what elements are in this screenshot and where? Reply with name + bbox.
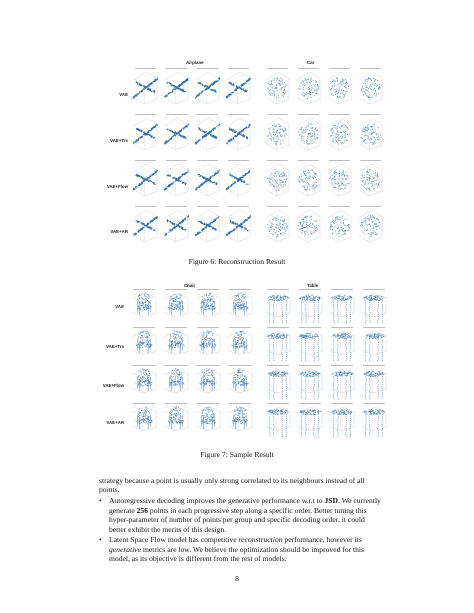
point-cloud-thumbnail <box>132 289 156 317</box>
point-cloud-thumbnail <box>266 206 289 242</box>
bullet2-text-a: Latent Space Flow model has competitive <box>109 535 239 545</box>
continuation-paragraph: strategy because a point is usually only strong correlated to its neighbours instead of all points. <box>99 476 365 495</box>
bullet1-text-c: points in each progressive step along a specific order. Better tuning this hyper-parameter of number of points per group and specific decoding order, it could better exhibit the merits of this design. <box>109 505 367 534</box>
point-cloud-thumbnail <box>132 327 156 355</box>
fig7-row-label-vae: VAE <box>115 304 124 309</box>
point-cloud-thumbnail <box>132 403 156 431</box>
point-cloud-thumbnail <box>330 403 354 437</box>
point-cloud-thumbnail <box>196 365 220 393</box>
point-cloud-thumbnail <box>164 327 188 355</box>
bullet-list <box>99 496 383 563</box>
point-cloud-thumbnail <box>195 68 220 104</box>
fig6-row-label-vae: VAE <box>119 92 128 97</box>
point-cloud-thumbnail <box>297 160 320 196</box>
bullet1-bold-256: 256 <box>136 505 149 515</box>
fig6-row-label-vae-flow: VAE+Flow <box>106 184 128 189</box>
point-cloud-thumbnail <box>362 365 386 399</box>
fig7-col-title-table: Table <box>307 283 319 288</box>
point-cloud-thumbnail <box>228 365 252 393</box>
point-cloud-thumbnail <box>362 289 386 323</box>
point-cloud-thumbnail <box>226 160 251 196</box>
point-cloud-thumbnail <box>359 68 382 104</box>
point-cloud-thumbnail <box>362 327 386 361</box>
page-number: 8 <box>235 574 239 583</box>
fig6-row-label-vae-trs: VAE+Trs <box>110 138 128 143</box>
bullet-symbol: • <box>99 496 102 506</box>
point-cloud-thumbnail <box>196 289 220 317</box>
bullet1-text-a: Autoregressive decoding improves the generative performance w.r.t to <box>109 496 325 506</box>
bullet2-italic-reconstruction: reconstruction <box>238 535 283 545</box>
fig6-col-title-car: Car <box>307 60 315 65</box>
point-cloud-thumbnail <box>195 114 220 150</box>
point-cloud-thumbnail <box>196 327 220 355</box>
point-cloud-thumbnail <box>298 289 322 323</box>
fig6-row-label-vae-ar: VAE+AR <box>110 229 128 234</box>
point-cloud-thumbnail <box>228 327 252 355</box>
point-cloud-thumbnail <box>266 403 290 437</box>
fig7-row-label-vae-ar: VAE+AR <box>106 420 124 425</box>
point-cloud-thumbnail <box>228 289 252 317</box>
point-cloud-thumbnail <box>164 68 189 104</box>
point-cloud-thumbnail <box>297 68 320 104</box>
point-cloud-thumbnail <box>164 206 189 242</box>
point-cloud-thumbnail <box>297 114 320 150</box>
bullet2-text-b: performance, however its <box>282 535 362 545</box>
fig7-row-label-vae-flow: VAE+Flow <box>102 383 124 388</box>
point-cloud-thumbnail <box>164 160 189 196</box>
point-cloud-thumbnail <box>226 206 251 242</box>
point-cloud-thumbnail <box>164 289 188 317</box>
point-cloud-thumbnail <box>195 160 220 196</box>
point-cloud-thumbnail <box>196 403 220 431</box>
figure-7-caption: Figure 7: Sample Result <box>200 450 274 459</box>
point-cloud-thumbnail <box>328 114 351 150</box>
point-cloud-thumbnail <box>266 114 289 150</box>
point-cloud-thumbnail <box>226 68 251 104</box>
point-cloud-thumbnail <box>133 160 158 196</box>
point-cloud-thumbnail <box>266 68 289 104</box>
point-cloud-thumbnail <box>133 68 158 104</box>
fig6-col-title-airplane: Airplane <box>186 60 204 65</box>
point-cloud-thumbnail <box>195 206 220 242</box>
point-cloud-thumbnail <box>298 403 322 437</box>
point-cloud-thumbnail <box>164 114 189 150</box>
point-cloud-thumbnail <box>297 206 320 242</box>
bullet-item-latent-flow <box>99 535 383 563</box>
point-cloud-thumbnail <box>328 206 351 242</box>
point-cloud-thumbnail <box>266 365 290 399</box>
point-cloud-thumbnail <box>266 160 289 196</box>
point-cloud-thumbnail <box>328 160 351 196</box>
point-cloud-thumbnail <box>132 365 156 393</box>
point-cloud-thumbnail <box>164 403 188 431</box>
figure-6-caption: Figure 6: Reconstruction Result <box>188 257 286 266</box>
point-cloud-thumbnail <box>266 327 290 361</box>
point-cloud-thumbnail <box>359 114 382 150</box>
point-cloud-thumbnail <box>330 365 354 399</box>
point-cloud-thumbnail <box>228 403 252 431</box>
fig7-col-title-chair: Chair <box>184 283 196 288</box>
fig7-row-label-vae-trs: VAE+Trs <box>106 344 124 349</box>
point-cloud-thumbnail <box>362 403 386 437</box>
bullet1-bold-jsd: JSD <box>324 496 338 506</box>
point-cloud-thumbnail <box>328 68 351 104</box>
point-cloud-thumbnail <box>266 289 290 323</box>
bullet-item-autoregressive <box>99 496 383 534</box>
point-cloud-thumbnail <box>298 365 322 399</box>
bullet-symbol: • <box>99 535 102 545</box>
point-cloud-thumbnail <box>359 206 382 242</box>
bullet2-text-c: metrics are low. We believe the optimization should be improved for this model, as its objective is different from the rest of models. <box>109 544 364 564</box>
point-cloud-thumbnail <box>226 114 251 150</box>
point-cloud-thumbnail <box>133 114 158 150</box>
point-cloud-thumbnail <box>359 160 382 196</box>
bullet2-italic-generative: generative <box>109 544 142 554</box>
point-cloud-thumbnail <box>330 289 354 323</box>
point-cloud-thumbnail <box>330 327 354 361</box>
body-text <box>99 476 383 565</box>
bullet1-text-b: . We currently generate <box>109 496 381 515</box>
point-cloud-thumbnail <box>133 206 158 242</box>
point-cloud-thumbnail <box>298 327 322 361</box>
point-cloud-thumbnail <box>164 365 188 393</box>
